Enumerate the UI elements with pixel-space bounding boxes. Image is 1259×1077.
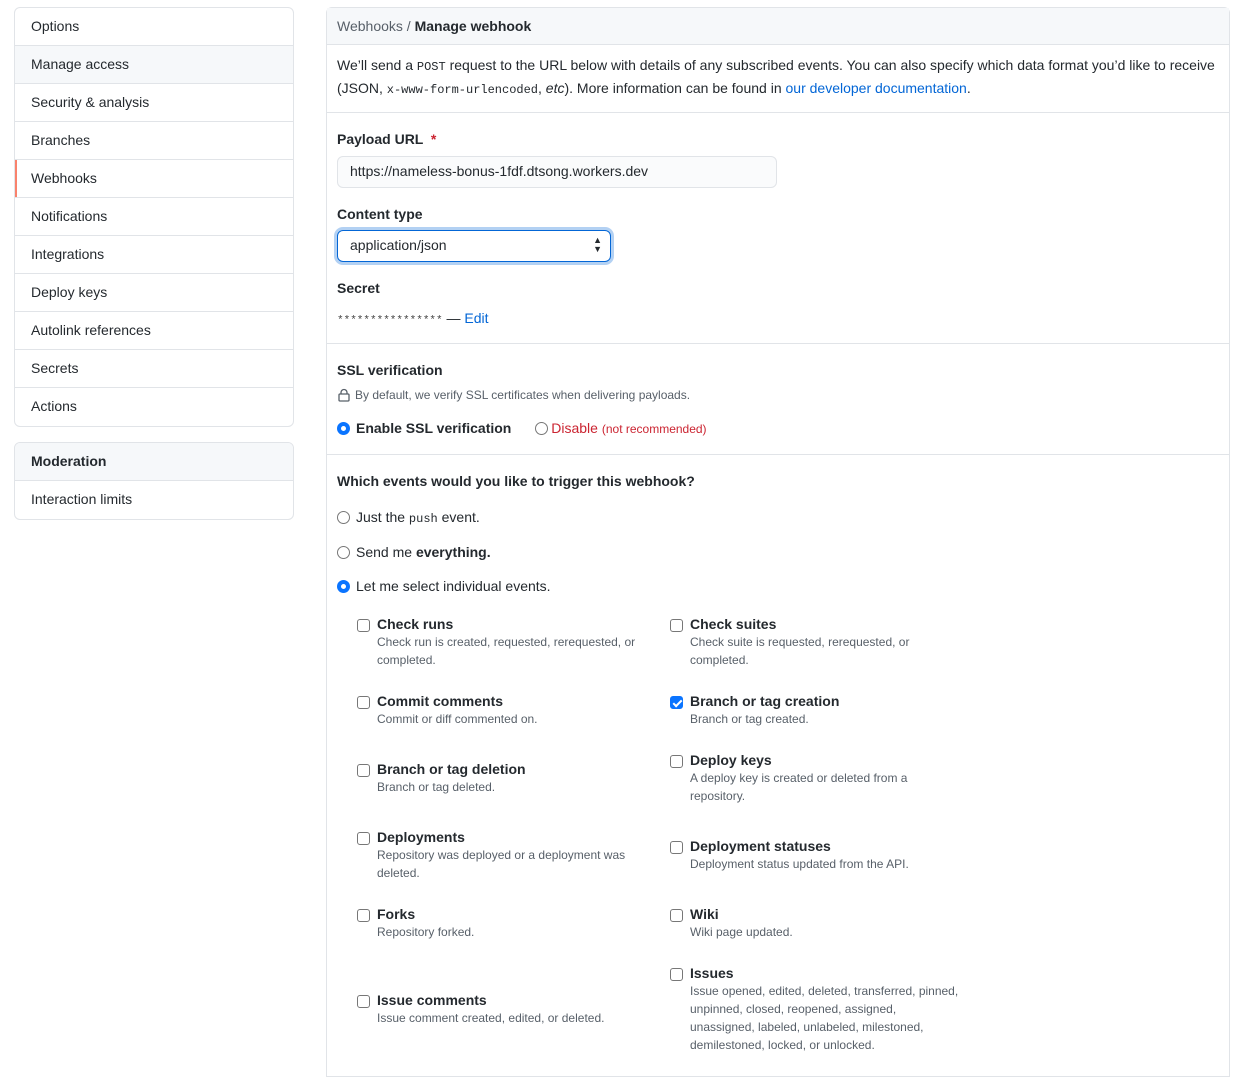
breadcrumb	[327, 8, 1229, 45]
breadcrumb-webhooks[interactable]: Webhooks	[337, 18, 403, 34]
checkbox[interactable]	[670, 841, 683, 854]
webhook-panel	[326, 7, 1230, 1077]
event-deployment-statuses[interactable]	[670, 838, 960, 873]
event-deployments[interactable]	[357, 829, 670, 882]
breadcrumb-separator: /	[402, 18, 415, 34]
events-question: Which events would you like to trigger this webhook?	[337, 473, 695, 489]
developer-docs-link[interactable]: our developer documentation	[785, 80, 967, 96]
event-title: Wiki	[690, 906, 719, 922]
event-description: Issue opened, edited, deleted, transferred, pinned, unpinned, closed, reopened, assigned, unassigned, labeled, unlabeled, milestoned, demilestoned, locked, or unlocked.	[690, 984, 959, 1052]
sidebar-item-deploy-keys[interactable]: Deploy keys	[15, 274, 293, 312]
event-title: Branch or tag deletion	[377, 761, 526, 777]
checkbox[interactable]	[670, 619, 683, 632]
sidebar-item-actions[interactable]: Actions	[31, 398, 77, 414]
event-title: Deployment statuses	[690, 838, 831, 854]
payload-url-label: Payload URL *	[337, 131, 437, 147]
event-title: Branch or tag creation	[690, 693, 840, 709]
checkbox[interactable]	[670, 909, 683, 922]
event-check-runs[interactable]	[357, 616, 670, 669]
description: We’ll send a POST request to the URL below with details of any subscribed events. You can also specify which data format you’d like to receive (JSON, x-www-form-urlencoded, etc). More information can be found in our developer documentation.	[327, 45, 1229, 113]
event-title: Check runs	[377, 616, 454, 632]
event-title: Issue comments	[377, 992, 487, 1008]
checkbox[interactable]	[670, 968, 683, 981]
event-issues[interactable]	[670, 965, 960, 1054]
event-issue-comments[interactable]	[357, 992, 670, 1027]
disable-ssl-radio[interactable]: Disable (not recommended)	[535, 420, 706, 436]
event-description: Branch or tag created.	[690, 712, 809, 726]
sidebar-item-branches[interactable]: Branches	[15, 122, 293, 160]
individual-events-radio[interactable]: Let me select individual events.	[337, 578, 1219, 594]
checkbox[interactable]	[357, 696, 370, 709]
push-only-radio[interactable]: Just the push event.	[337, 509, 1219, 526]
event-deploy-keys[interactable]	[670, 752, 960, 805]
event-title: Check suites	[690, 616, 777, 632]
event-description: Commit or diff commented on.	[377, 712, 538, 726]
sidebar-item-notifications[interactable]: Notifications	[15, 198, 293, 236]
event-description: Repository forked.	[377, 925, 475, 939]
event-description: Issue comment created, edited, or deleted.	[377, 1011, 605, 1025]
everything-radio[interactable]: Send me everything.	[337, 544, 1219, 560]
event-checkboxes	[357, 616, 1219, 1054]
sidebar-item-security[interactable]: Security & analysis	[15, 84, 293, 122]
page-title: Manage webhook	[414, 18, 532, 34]
event-branch-or-tag-deletion[interactable]	[357, 761, 670, 796]
moderation-sidebar	[14, 442, 294, 520]
checkbox[interactable]	[357, 832, 370, 845]
sidebar-item-manage-access[interactable]: Manage access	[15, 46, 293, 84]
sidebar-item-interaction-limits[interactable]: Interaction limits	[31, 491, 133, 507]
enable-ssl-radio[interactable]: Enable SSL verification	[337, 420, 511, 436]
checkbox[interactable]	[670, 696, 683, 709]
sidebar-item-options[interactable]: Options	[15, 8, 293, 46]
settings-sidebar	[14, 7, 294, 427]
event-description: Branch or tag deleted.	[377, 780, 496, 794]
ssl-options	[337, 420, 1219, 436]
event-check-suites[interactable]	[670, 616, 960, 669]
event-title: Issues	[690, 965, 734, 981]
event-branch-or-tag-creation[interactable]	[670, 693, 960, 728]
moderation-header: Moderation	[15, 443, 293, 481]
event-description: Wiki page updated.	[690, 925, 793, 939]
select-arrows-icon: ▲ ▼	[593, 235, 602, 254]
event-wiki[interactable]	[670, 906, 960, 941]
payload-url-input[interactable]: https://nameless-bonus-1fdf.dtsong.workers.dev	[337, 156, 777, 188]
checkbox[interactable]	[670, 755, 683, 768]
checkbox[interactable]	[357, 909, 370, 922]
content-type-select[interactable]: application/json ▲ ▼	[337, 230, 611, 262]
lock-icon	[337, 388, 351, 402]
ssl-note: By default, we verify SSL certificates when delivering payloads.	[337, 388, 1219, 402]
event-description: A deploy key is created or deleted from a repository.	[690, 771, 908, 803]
secret-label: Secret	[337, 280, 380, 296]
event-description: Deployment status updated from the API.	[690, 857, 909, 871]
event-title: Deploy keys	[690, 752, 772, 768]
sidebar-item-secrets[interactable]: Secrets	[15, 350, 293, 388]
event-description: Check run is created, requested, rerequested, or completed.	[377, 635, 636, 667]
event-forks[interactable]	[357, 906, 670, 941]
content-type-label: Content type	[337, 206, 423, 222]
ssl-label: SSL verification	[337, 362, 443, 378]
checkbox[interactable]	[357, 764, 370, 777]
checkbox[interactable]	[357, 619, 370, 632]
checkbox[interactable]	[357, 995, 370, 1008]
event-title: Deployments	[377, 829, 465, 845]
edit-secret-link[interactable]: Edit	[464, 310, 489, 326]
sidebar-item-webhooks[interactable]: Webhooks	[15, 160, 293, 198]
sidebar-item-integrations[interactable]: Integrations	[15, 236, 293, 274]
secret-field: **************** — Edit	[337, 310, 489, 327]
event-description: Check suite is requested, rerequested, or completed.	[690, 635, 910, 667]
event-commit-comments[interactable]	[357, 693, 670, 728]
event-title: Commit comments	[377, 693, 504, 709]
sidebar-item-autolink[interactable]: Autolink references	[15, 312, 293, 350]
event-title: Forks	[377, 906, 416, 922]
event-description: Repository was deployed or a deployment was deleted.	[377, 848, 626, 880]
